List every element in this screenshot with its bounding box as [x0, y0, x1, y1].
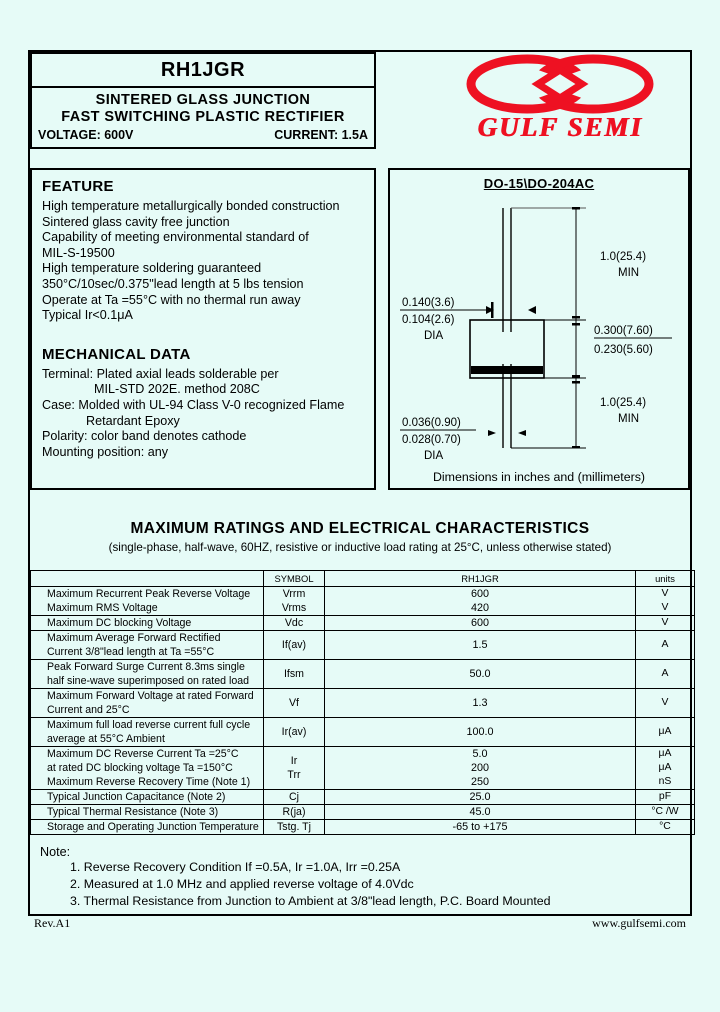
cathode-band — [471, 366, 543, 374]
part-title-box — [30, 52, 376, 149]
row-parameter — [31, 790, 264, 805]
row-value — [325, 790, 636, 805]
table-row — [31, 616, 695, 631]
row-value — [325, 747, 636, 790]
row-symbol — [264, 689, 325, 718]
table-header-row — [31, 571, 695, 587]
dim-lead-len-top-min: MIN — [618, 267, 640, 279]
row-parameter — [31, 689, 264, 718]
row-value — [325, 616, 636, 631]
row-value — [325, 820, 636, 835]
description-line-2: FAST SWITCHING PLASTIC RECTIFIER — [61, 109, 345, 125]
value-line: 50.0 — [469, 668, 491, 680]
page-footer — [34, 916, 686, 931]
value-line: 1.3 — [472, 697, 488, 709]
param-line: Maximum DC blocking Voltage — [47, 617, 192, 629]
value-line: 1.5 — [472, 639, 488, 651]
row-symbol — [264, 660, 325, 689]
symbol-line: Vrrm — [282, 588, 306, 600]
symbol-line: Vrms — [281, 602, 307, 614]
param-line: Current 3/8"lead length at Ta =55°C — [47, 646, 215, 658]
mechanical-item: Case: Molded with UL-94 Class V-0 recognized Flame — [42, 397, 345, 412]
unit-line: V — [661, 602, 669, 613]
symbol-line: Ir(av) — [281, 726, 307, 738]
feature-item: High temperature metallurgically bonded construction — [42, 199, 340, 213]
website-label: www.gulfsemi.com — [592, 916, 686, 930]
row-symbol — [264, 718, 325, 747]
dim-body-len-min: 0.230(5.60) — [594, 344, 653, 356]
unit-line: A — [661, 668, 669, 679]
param-line: Maximum Average Forward Rectified — [47, 632, 221, 644]
table-row — [31, 747, 695, 790]
value-line: 5.0 — [472, 748, 488, 760]
feature-mechanical-panel — [30, 168, 376, 490]
col-parameter — [31, 571, 264, 587]
feature-list — [42, 199, 364, 324]
notes-section — [40, 845, 680, 910]
dim-lead-dia-max: 0.036(0.90) — [402, 417, 461, 429]
row-value — [325, 587, 636, 616]
table-row — [31, 805, 695, 820]
table-row — [31, 631, 695, 660]
row-parameter — [31, 718, 264, 747]
header-region — [30, 52, 690, 156]
mechanical-item: Mounting position: any — [42, 444, 169, 459]
mechanical-heading: MECHANICAL DATA — [42, 345, 191, 363]
feature-item: High temperature soldering guaranteed — [42, 261, 262, 276]
symbol-line: Ifsm — [283, 668, 304, 680]
ratings-title: MAXIMUM RATINGS AND ELECTRICAL CHARACTERISTICS — [130, 520, 590, 537]
logo-wordmark: GULF SEMI — [477, 112, 643, 142]
package-outline-title: DO-15\DO-204AC — [483, 176, 595, 191]
row-symbol — [264, 587, 325, 616]
symbol-line: Trr — [287, 769, 301, 781]
param-line: at rated DC blocking voltage Ta =150°C — [47, 762, 233, 774]
row-symbol — [264, 790, 325, 805]
ratings-title-block — [30, 520, 690, 554]
row-parameter — [31, 805, 264, 820]
row-parameter — [31, 660, 264, 689]
unit-line: μA — [658, 762, 672, 773]
notes-heading: Note: — [40, 845, 71, 859]
symbol-line: Cj — [288, 791, 299, 803]
row-symbol — [264, 747, 325, 790]
value-line: 250 — [470, 776, 489, 788]
unit-line: °C /W — [651, 806, 679, 817]
param-line: Maximum Recurrent Peak Reverse Voltage — [47, 588, 251, 600]
row-unit — [636, 747, 695, 790]
unit-line: μA — [658, 748, 672, 759]
mechanical-list — [42, 367, 364, 461]
value-line: 600 — [470, 588, 489, 600]
dim-lead-dia-label: DIA — [424, 450, 444, 462]
col-units: units — [636, 571, 695, 587]
table-row — [31, 790, 695, 805]
voltage-rating: VOLTAGE: 600V — [38, 128, 134, 142]
package-drawing-panel — [388, 168, 690, 490]
value-line: -65 to +175 — [452, 821, 508, 833]
row-unit — [636, 820, 695, 835]
param-line: Current and 25°C — [47, 704, 130, 716]
feature-item: MIL-S-19500 — [42, 245, 115, 260]
row-value — [325, 805, 636, 820]
feature-item: Operate at Ta =55°C with no thermal run away — [42, 292, 301, 307]
param-line: Maximum Reverse Recovery Time (Note 1) — [47, 776, 251, 788]
param-line: Maximum full load reverse current full cycle — [47, 719, 251, 731]
mechanical-item: Polarity: color band denotes cathode — [42, 429, 247, 444]
row-symbol — [264, 631, 325, 660]
symbol-line: Vdc — [284, 617, 304, 629]
dim-lead-dia-min: 0.028(0.70) — [402, 434, 461, 446]
param-line: average at 55°C Ambient — [47, 733, 165, 745]
row-value — [325, 631, 636, 660]
row-symbol — [264, 616, 325, 631]
note-item: 2. Measured at 1.0 MHz and applied reverse voltage of 4.0Vdc — [70, 877, 414, 891]
unit-line: pF — [658, 791, 672, 802]
value-line: 45.0 — [469, 806, 491, 818]
mechanical-item: MIL-STD 202E. method 208C — [94, 382, 260, 397]
unit-line: V — [661, 617, 669, 628]
param-line: Typical Junction Capacitance (Note 2) — [47, 791, 226, 803]
feature-item: Typical Ir<0.1μA — [42, 308, 133, 323]
table-row — [31, 587, 695, 616]
dim-body-dia-label: DIA — [424, 330, 444, 342]
param-line: Typical Thermal Resistance (Note 3) — [47, 806, 219, 818]
part-number: RH1JGR — [32, 54, 374, 88]
feature-item: 350°C/10sec/0.375"lead length at 5 lbs tension — [42, 276, 304, 291]
param-line: Maximum Forward Voltage at rated Forward — [47, 690, 254, 702]
company-logo — [430, 54, 690, 154]
value-line: 420 — [470, 602, 489, 614]
dim-body-len-max: 0.300(7.60) — [594, 325, 653, 337]
symbol-line: Vf — [288, 697, 299, 709]
row-unit — [636, 631, 695, 660]
row-parameter — [31, 616, 264, 631]
part-description — [32, 88, 374, 147]
revision-label: Rev.A1 — [34, 916, 71, 930]
row-unit — [636, 689, 695, 718]
symbol-line: Ir — [290, 755, 298, 767]
table-row — [31, 820, 695, 835]
param-line: Maximum DC Reverse Current Ta =25°C — [47, 748, 239, 760]
param-line: Maximum RMS Voltage — [47, 602, 158, 614]
dim-body-dia-min: 0.104(2.6) — [402, 314, 455, 326]
row-unit — [636, 660, 695, 689]
drawing-units-note: Dimensions in inches and (millimeters) — [432, 470, 646, 484]
row-value — [325, 689, 636, 718]
row-unit — [636, 718, 695, 747]
symbol-line: Tstg. Tj — [277, 821, 311, 833]
row-parameter — [31, 587, 264, 616]
value-line: 600 — [470, 617, 489, 629]
row-parameter — [31, 820, 264, 835]
value-line: 100.0 — [466, 726, 494, 738]
note-item: 1. Reverse Recovery Condition If =0.5A, Ir =1.0A, Irr =0.25A — [70, 860, 401, 874]
row-symbol — [264, 805, 325, 820]
col-symbol: SYMBOL — [264, 571, 325, 587]
row-symbol — [264, 820, 325, 835]
param-line: Peak Forward Surge Current 8.3ms single — [47, 661, 245, 673]
row-value — [325, 660, 636, 689]
symbol-line: If(av) — [281, 639, 307, 651]
dim-lead-len-bot: 1.0(25.4) — [600, 397, 647, 409]
ratings-table — [30, 570, 695, 835]
unit-line: μA — [658, 726, 672, 737]
row-unit — [636, 616, 695, 631]
table-row — [31, 689, 695, 718]
unit-line: °C — [659, 821, 671, 832]
param-line: half sine-wave superimposed on rated load — [47, 675, 249, 687]
current-rating: CURRENT: 1.5A — [274, 128, 368, 142]
unit-line: A — [661, 639, 669, 650]
ratings-subtitle: (single-phase, half-wave, 60HZ, resistive or inductive load rating at 25°C, unless otherwise stated) — [108, 541, 612, 554]
symbol-line: R(ja) — [282, 806, 306, 818]
dim-body-dia-max: 0.140(3.6) — [402, 297, 455, 309]
value-line: 200 — [470, 762, 489, 774]
param-line: Storage and Operating Junction Temperature — [47, 821, 259, 833]
package-outline-drawing — [390, 192, 690, 464]
row-unit — [636, 587, 695, 616]
voltage-current-row — [38, 128, 368, 142]
mechanical-item: Retardant Epoxy — [86, 413, 180, 428]
value-line: 25.0 — [469, 791, 491, 803]
unit-line: nS — [658, 776, 672, 787]
table-row — [31, 718, 695, 747]
col-value: RH1JGR — [325, 571, 636, 587]
dim-lead-len-bot-min: MIN — [618, 413, 640, 425]
unit-line: V — [661, 588, 669, 599]
feature-heading: FEATURE — [42, 178, 114, 195]
feature-item: Capability of meeting environmental standard of — [42, 230, 309, 245]
row-parameter — [31, 747, 264, 790]
row-parameter — [31, 631, 264, 660]
feature-item: Sintered glass cavity free junction — [42, 214, 230, 229]
dim-lead-len-top: 1.0(25.4) — [600, 251, 647, 263]
mechanical-item: Terminal: Plated axial leads solderable per — [42, 366, 279, 381]
note-item: 3. Thermal Resistance from Junction to Ambient at 3/8"lead length, P.C. Board Mounted — [70, 894, 551, 908]
gulf-semi-logo-icon — [465, 54, 655, 114]
unit-line: V — [661, 697, 669, 708]
table-row — [31, 660, 695, 689]
description-line-1: SINTERED GLASS JUNCTION — [95, 92, 311, 108]
row-value — [325, 718, 636, 747]
row-unit — [636, 805, 695, 820]
row-unit — [636, 790, 695, 805]
